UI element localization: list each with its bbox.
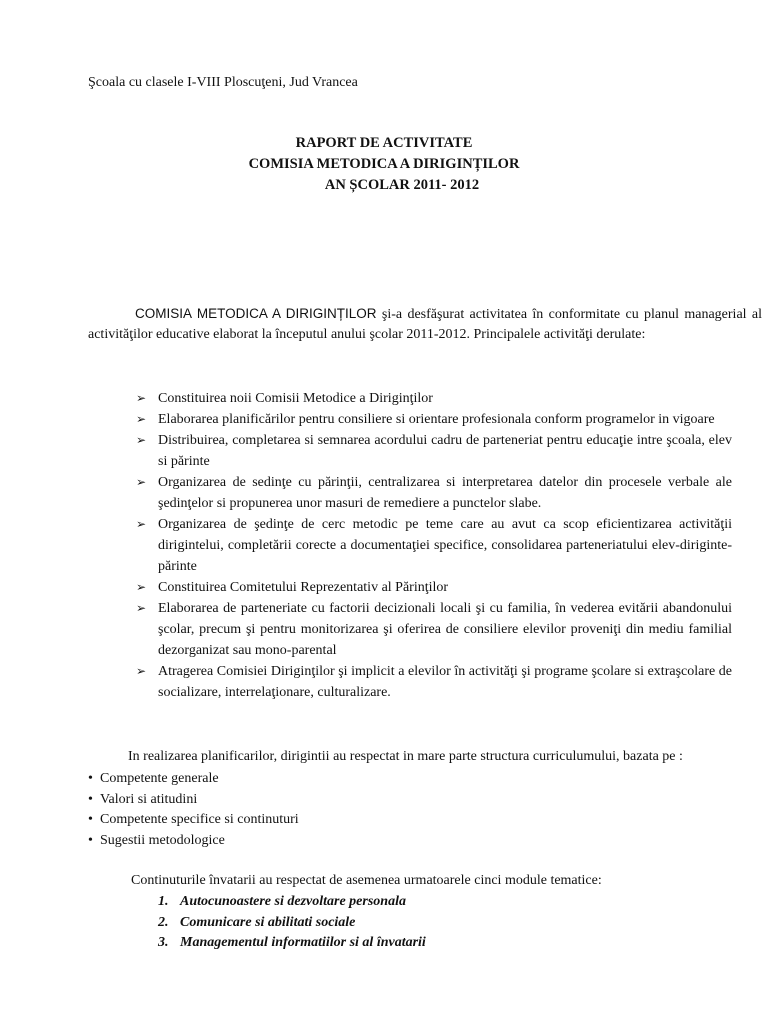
list-item — [0, 577, 732, 598]
list-item — [158, 913, 426, 934]
list-item — [0, 388, 732, 409]
module-text: Managementul informatiilor si al învatarii — [180, 935, 426, 950]
list-item — [88, 769, 299, 790]
activity-text: Organizarea de şedinţe de cerc metodic pe teme care au avut ca scop eficientizarea activităţii dirigintelui, completării corecte a documentaţiei specifice, consolidarea parteneriatului elev-diriginte-părinte — [158, 517, 732, 574]
arrow-bullet-icon: ➢ — [136, 601, 147, 615]
structure-text: Sugestii metodologice — [100, 832, 225, 848]
arrow-bullet-icon: ➢ — [136, 475, 147, 489]
report-title: RAPORT DE ACTIVITATE — [295, 135, 473, 151]
modules-paragraph: Continuturile învatarii au respectat de asemenea urmatoarele cinci module tematice: — [131, 873, 602, 888]
module-number: 1. — [158, 894, 169, 909]
module-number: 2. — [158, 914, 169, 930]
bullet-icon: • — [88, 771, 93, 786]
list-item — [158, 892, 426, 913]
arrow-bullet-icon: ➢ — [136, 433, 147, 447]
list-item — [0, 598, 732, 661]
arrow-bullet-icon: ➢ — [136, 391, 147, 405]
intro-caps: COMISIA METODICA A DIRIGINȚILOR — [135, 306, 377, 321]
structure-text: Competente generale — [100, 771, 219, 786]
activity-text: Constituirea noii Comisii Metodice a Diriginţilor — [158, 391, 433, 406]
list-item — [88, 790, 299, 811]
list-item — [88, 810, 299, 831]
structure-text: Valori si atitudini — [100, 791, 198, 807]
activity-text: Elaborarea de parteneriate cu factorii decizionali locali şi cu familia, în vederea evitării abandonului şcolar, precum şi pentru monitorizarea şi oferirea de consiliere elevilor proveniţi din mediu familial dezorganizat sau mono-parental — [158, 601, 732, 658]
modules-list — [158, 892, 426, 954]
list-item — [0, 430, 732, 472]
activities-list — [0, 388, 768, 703]
activity-text: Constituirea Comitetului Reprezentativ al Părinţilor — [158, 580, 449, 595]
activity-text: Distribuirea, completarea si semnarea acordului cadru de parteneriat pentru educaţie intre şcoala, elev si părinte — [158, 433, 732, 469]
arrow-bullet-icon: ➢ — [136, 517, 147, 531]
activity-text: Atragerea Comisiei Diriginţilor şi implicit a elevilor în activităţi şi programe şcolare si extraşcolare de socializare, interrelaţionare, culturalizare. — [158, 664, 732, 700]
list-item — [0, 661, 732, 703]
bullet-icon: • — [88, 832, 93, 848]
list-item — [0, 472, 732, 514]
school-header: Şcoala cu clasele I-VIII Ploscuţeni, Jud Vrancea — [88, 75, 358, 90]
school-year-title: AN ȘCOLAR 2011- 2012 — [324, 177, 480, 193]
structure-text: Competente specifice si continuturi — [100, 812, 299, 827]
list-item — [0, 409, 732, 430]
arrow-bullet-icon: ➢ — [136, 580, 147, 594]
bullet-icon: • — [88, 812, 93, 827]
activity-text: Elaborarea planificărilor pentru consiliere si orientare profesionala conform programelor in vigoare — [158, 412, 715, 427]
commission-title: COMISIA METODICA A DIRIGINȚILOR — [248, 156, 520, 172]
list-item — [158, 933, 426, 954]
arrow-bullet-icon: ➢ — [136, 664, 147, 678]
activity-text: Organizarea de sedinţe cu părinţii, centralizarea si interpretarea datelor din procesele verbale ale şedinţelor si propunerea unor masuri de remediere a punctelor slabe. — [158, 475, 732, 511]
structure-list — [88, 769, 299, 851]
arrow-bullet-icon: ➢ — [136, 412, 147, 426]
list-item — [0, 514, 732, 577]
module-text: Comunicare si abilitati sociale — [180, 914, 356, 930]
bullet-icon: • — [88, 791, 93, 807]
intro-paragraph — [88, 304, 762, 345]
intro-text: şi-a desfăşurat activitatea în conformitate cu planul managerial al activităţilor educative elaborat la începutul anului şcolar 2011-2012. Principalele activităţi derulate: — [88, 307, 762, 342]
module-text: Autocunoastere si dezvoltare personala — [180, 894, 406, 909]
module-number: 3. — [158, 935, 169, 950]
list-item — [88, 831, 299, 852]
curriculum-paragraph: In realizarea planificarilor, dirigintii au respectat in mare parte structura curriculumului, bazata pe : — [128, 749, 683, 764]
